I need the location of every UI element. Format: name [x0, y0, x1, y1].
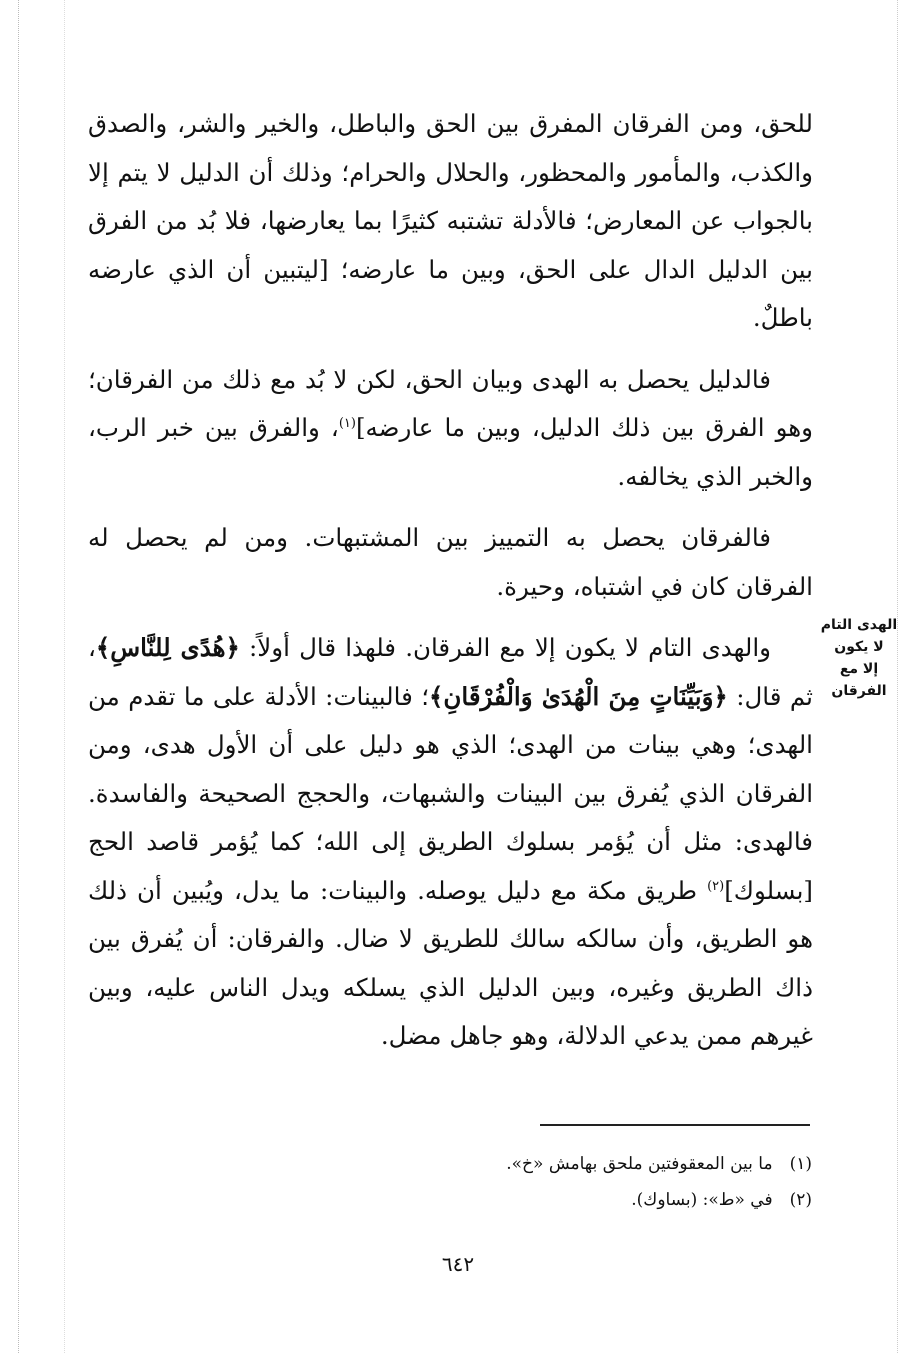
footnote-1-text: ما بين المعقوفتين ملحق بهامش «خ».: [506, 1154, 773, 1174]
footnotes: [300, 1146, 812, 1218]
scan-edge-left-inner: [64, 0, 65, 1353]
scan-edge-left: [18, 0, 19, 1353]
page-number: ٦٤٢: [441, 1252, 475, 1276]
paragraph-2: [88, 356, 813, 502]
footnote-ref-1: (١): [338, 415, 356, 431]
paragraph-2-text-b: ، والفرق بين خبر الرب، والخبر الذي يخالفه.: [88, 413, 813, 491]
paragraph-4: [88, 624, 813, 1061]
paragraph-4-text-a: والهدى التام لا يكون إلا مع الفرقان. فلهذا قال أولاً:: [249, 633, 772, 662]
margin-heading: [818, 614, 900, 702]
paragraph-4-text-c: ؛ فالبينات: الأدلة على ما تقدم من الهدى؛ وهي بينات من الهدى؛ الذي هو دليل على أن الأول هدى، ومن الفرقان الذي يُفرق بين البينات والشبهات، والحجج الصحيحة والفاسدة. فالهدى: مثل أن يُؤمر بسلوك الطريق إلى الله؛ كما يُؤمر قاصد الحج [بسلوك]: [88, 681, 813, 905]
quran-quote-1: ﴿هُدًى لِلنَّاسِ﴾: [95, 633, 240, 662]
paragraph-4-text-d: طريق مكة مع دليل يوصله. والبينات: ما يدل، ويُبين أن ذلك هو الطريق، وأن سالكه سالك للطريق لا ضال. والفرقان: أن يُفرق بين ذاك الطريق وغيره، وبين الدليل الذي يسلكه ويدل الناس عليه، وبين غيرهم ممن يدعي الدلالة، وهو جاهل مضل.: [88, 875, 813, 1050]
margin-heading-line-2: إلا مع الفرقان: [831, 661, 887, 699]
main-text: [88, 100, 813, 1074]
footnote-divider: [540, 1124, 810, 1126]
paragraph-1: [88, 100, 813, 343]
footnote-2: [300, 1182, 812, 1218]
paragraph-3: [88, 514, 813, 611]
quran-quote-2: ﴿وَبَيِّنَاتٍ مِنَ الْهُدَىٰ وَالْفُرْقَانِ﴾: [429, 681, 728, 711]
paragraph-3-text: فالفرقان يحصل به التمييز بين المشتبهات. ومن لم يحصل له الفرقان كان في اشتباه، وحيرة.: [88, 523, 813, 601]
paragraph-1-text: للحق، ومن الفرقان المفرق بين الحق والباطل، والخير والشر، والصدق والكذب، والمأمور والمحظور، والحلال والحرام؛ وذلك أن الدليل لا يتم إلا بالجواب عن المعارض؛ فالأدلة تشتبه كثيرًا بما يعارضها، فلا بُد من الفرق بين الدليل الدال على الحق، وبين ما عارضه؛ [ليتبين أن الذي عارضه باطلٌ.: [88, 109, 813, 332]
footnote-ref-2: (٢): [707, 878, 725, 894]
margin-heading-line-1: الهدى التام لا يكون: [820, 617, 898, 655]
footnote-2-text: في «ط»: (بساوك).: [631, 1190, 773, 1210]
paragraph-2-text-a: فالدليل يحصل به الهدى وبيان الحق، لكن لا بُد مع ذلك من الفرقان؛ وهو الفرق بين ذلك الدليل، وبين ما عارضه]: [88, 364, 813, 442]
paragraph-4-text-b: ، ثم قال:: [88, 633, 813, 711]
footnote-2-number: (٢): [789, 1190, 812, 1210]
footnote-1: [300, 1146, 812, 1182]
footnote-1-number: (١): [789, 1154, 812, 1174]
